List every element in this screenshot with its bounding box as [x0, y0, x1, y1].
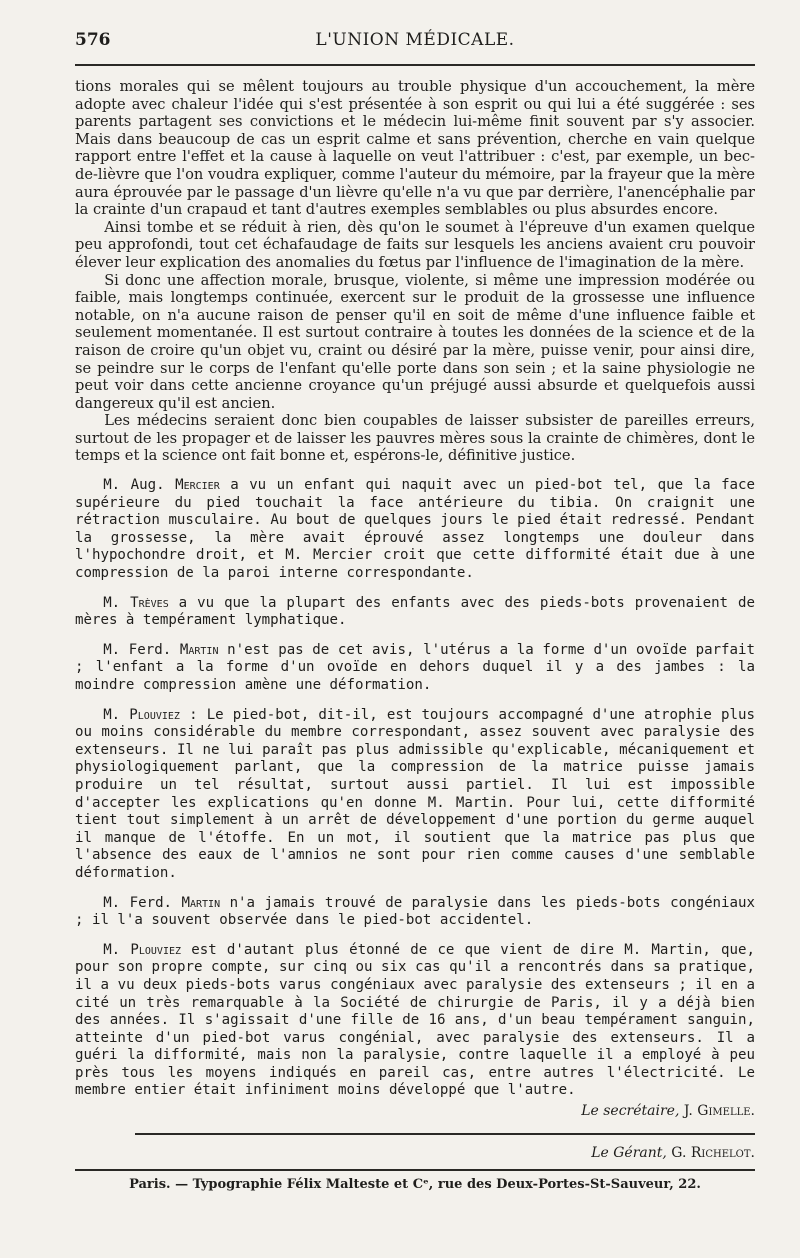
- section-gap: [75, 583, 755, 595]
- paragraph: [75, 595, 755, 630]
- speaker-name: Trèves: [130, 594, 169, 611]
- speaker-name: Plouviez: [130, 941, 182, 958]
- gerant-signature: [75, 1145, 755, 1161]
- page-header: [75, 30, 755, 56]
- printer-imprint: Paris. — Typographie Félix Malteste et Cᵉ, rue des Deux-Portes-St-Sauveur, 22.: [129, 1177, 701, 1193]
- paragraph: Ainsi tombe et se réduit à rien, dès qu'on le soumet à l'épreuve d'un examen quelque peu approfondi, tout cet échafaudage de faits sur lesquels les anciens avaient cru pouvoir élever leur explication des anomalies du fœtus par l'influence de l'imagination de la mère.: [75, 218, 755, 271]
- footer-rule: [75, 1169, 755, 1171]
- article-body: [75, 78, 755, 1100]
- speaker-name: Martin: [181, 894, 221, 911]
- paragraph-text: : Le pied-bot, dit-il, est toujours accompagné d'une atrophie plus ou moins considérable du membre correspondant, assez souvent avec paralysie des extenseurs. Il ne lui paraît pas plus admissible qu'explicable, mécaniquement et physiologiquement parlant, que la compression de la matrice puisse jamais produire un tel résultat, surtout aussi partiel. Il lui est impossible d'accepter les explications qu'en donne M. Martin. Pour lui, cette difformité tient tout simplement à un arrêt de développement d'une portion du germe auquel il manque de l'étoffe. En un mot, il soutient que la matrice pas plus que l'absence des eaux de l'amnios ne sont pour rien comme causes d'une semblable déformation.: [75, 706, 755, 881]
- page: [75, 30, 755, 1192]
- secretary-signature: [75, 1103, 755, 1119]
- paragraph: [75, 895, 755, 930]
- paragraph: [75, 942, 755, 1100]
- speaker-prefix: M. Ferd.: [103, 894, 182, 911]
- speaker-prefix: M.: [103, 706, 130, 723]
- paragraph: [75, 642, 755, 695]
- paragraph-text: a vu un enfant qui naquit avec un pied-bot tel, que la face supérieure du pied touchait la face antérieure du tibia. On craignit une rétraction musculaire. Au bout de quelques jours le pied était redressé. Pendant la grossesse, la mère avait éprouvé assez longtemps une douleur dans l'hypochondre droit, et M. Mercier croit que cette difformité était due à une compression de la paroi interne correspondante.: [75, 477, 756, 582]
- speaker-name: Plouviez: [129, 706, 180, 723]
- paragraph-text: n'est pas de cet avis, l'utérus a la forme d'un ovoïde parfait ; l'enfant a la forme d'un ovoïde en dehors duquel il y a des jambes : la moindre compression amène une déformation.: [75, 641, 755, 693]
- speaker-name: Martin: [179, 641, 219, 658]
- paragraph: [75, 477, 755, 583]
- secretary-title: Le secrétaire,: [581, 1103, 680, 1120]
- paragraph: Si donc une affection morale, brusque, violente, si même une impression modérée ou faible, mais longtemps continuée, exercent sur le produit de la grossesse une influence notable, on n'a aucune raison de penser qu'il en soit de même d'une influence faible et seulement momentanée. Il est surtout contraire à toutes les données de la science et de la raison de croire qu'un objet vu, craint ou désiré par la mère, puisse venir, pour ainsi dire, se peindre sur le corps de l'enfant qu'elle porte dans son sein ; et la saine physiologie ne peut voir dans cette ancienne croyance qu'un préjugé aussi absurde et quelquefois aussi dangereux qu'il est ancien.: [75, 271, 755, 412]
- header-rule: [75, 64, 755, 66]
- section-gap: [75, 630, 755, 642]
- section-gap: [75, 883, 755, 895]
- paragraph: Les médecins seraient donc bien coupables de laisser subsister de pareilles erreurs, surtout de les propager et de laisser les pauvres mères sous la crainte de chimères, dont le temps et la science ont fait bonne et, espérons-le, définitive justice.: [75, 412, 755, 465]
- section-gap: [75, 930, 755, 942]
- speaker-prefix: M.: [103, 941, 131, 958]
- secretary-name: J. Gimelle.: [683, 1103, 755, 1120]
- speaker-prefix: M. Aug.: [103, 477, 176, 494]
- gerant-title: Le Gérant,: [591, 1145, 667, 1162]
- section-rule: [135, 1133, 755, 1135]
- paragraph-text: a vu que la plupart des enfants avec des pieds-bots provenaient de mères à tempérament lymphatique.: [75, 594, 755, 629]
- speaker-name: Mercier: [175, 477, 220, 494]
- speaker-prefix: M.: [103, 594, 131, 611]
- paragraph: tions morales qui se mêlent toujours au trouble physique d'un accouchement, la mère adopte avec chaleur l'idée qui s'est présentée à son esprit ou qui lui a été suggérée : ses parents partagent ses convictions et le médecin lui-même finit souvent par s'y associer. Mais dans beaucoup de cas un esprit calme et sans prévention, cherche en vain quelque rapport entre l'effet et la cause à laquelle on veut l'attribuer : c'est, par exemple, un bec-de-lièvre que l'on voudra expliquer, comme l'auteur du mémoire, par la frayeur que la mère aura éprouvée par le passage d'un lièvre qu'elle n'a vu que par derrière, l'anencéphalie par la crainte d'un crapaud et tant d'autres exemples semblables ou plus absurdes encore.: [75, 78, 755, 219]
- speaker-prefix: M. Ferd.: [103, 641, 180, 658]
- paragraph: [75, 707, 755, 883]
- page-number: 576: [75, 30, 111, 50]
- running-title: L'UNION MÉDICALE.: [315, 30, 515, 50]
- gerant-name: G. Richelot.: [671, 1145, 755, 1162]
- paragraph-text: n'a jamais trouvé de paralysie dans les pieds-bots congéniaux ; il l'a souvent observée dans le pied-bot accidentel.: [75, 894, 755, 929]
- paragraph-text: est d'autant plus étonné de ce que vient de dire M. Martin, que, pour son propre compte, sur cinq ou six cas qu'il a rencontrés dans sa pratique, il a vu deux pieds-bots varus congéniaux avec paralysie des extenseurs ; il en a cité un très remarquable à la Société de chirurgie de Paris, il y a déjà bien des années. Il s'agissait d'une fille de 16 ans, d'un beau tempérament sanguin, atteinte d'un pied-bot varus congénial, avec paralysie des extenseurs. Il a guéri la difformité, mais non la paralysie, contre laquelle il a employé à peu près tous les moyens indiqués en pareil cas, entre autres l'électricité. Le membre entier était infiniment moins développé que l'autre.: [75, 941, 755, 1099]
- section-gap: [75, 695, 755, 707]
- discussion: [75, 477, 755, 1100]
- section-gap: [75, 465, 755, 477]
